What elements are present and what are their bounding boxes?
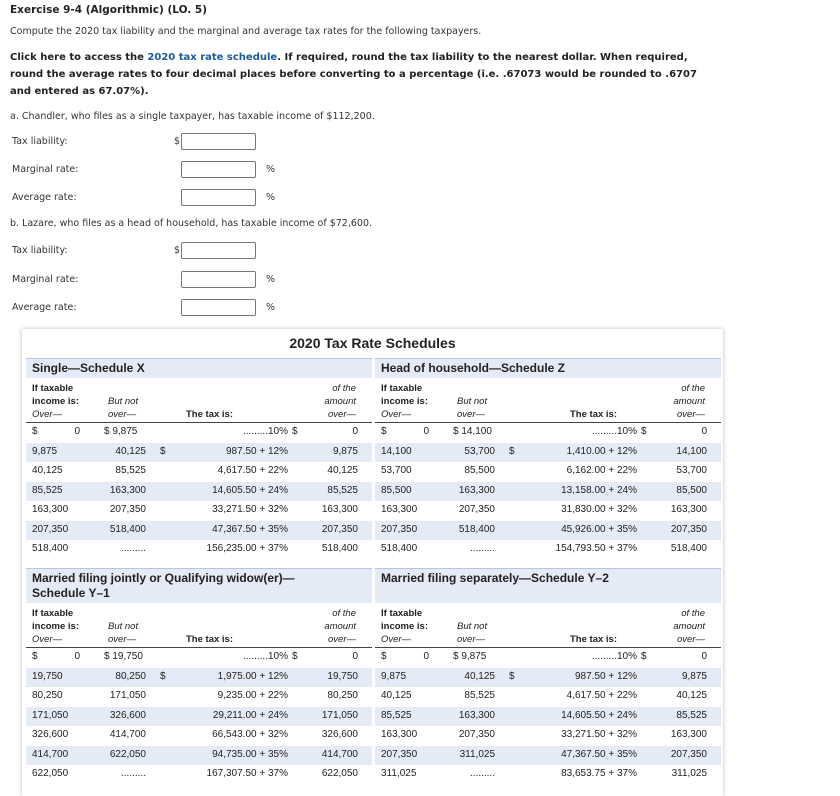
amount-cell: 0	[701, 651, 707, 662]
dollar-sign: $	[641, 651, 647, 662]
not-over-cell: 326,600	[109, 709, 146, 721]
table-row	[26, 648, 372, 668]
of-the-label: of the	[332, 383, 356, 394]
over-cell: 19,750	[32, 670, 63, 682]
amount-label: amount	[673, 621, 705, 632]
tax-dollar-cell: $	[160, 670, 166, 682]
table-row	[375, 540, 721, 560]
not-over-cell: $ 9,875	[104, 426, 138, 437]
amount-cell: 518,400	[321, 543, 358, 554]
of-the-label: of the	[681, 383, 705, 394]
b-tax-liability-label: Tax liability:	[12, 245, 68, 256]
a-marginal-rate-input[interactable]	[181, 161, 256, 178]
tax-dollar-cell: $	[160, 445, 166, 457]
column-headers	[26, 378, 372, 423]
if-taxable-label: If taxable	[32, 608, 74, 619]
amount-cell: 163,300	[670, 504, 707, 515]
amount-cell: 207,350	[670, 523, 707, 535]
tax-cell: 4,617.50 + 22%	[217, 465, 288, 476]
over-cell: 207,350	[32, 523, 69, 535]
not-over-cell: .........	[120, 768, 146, 779]
b-average-rate-input[interactable]	[181, 299, 256, 316]
not-over-cell: 207,350	[458, 729, 495, 740]
over-end-label: over—	[328, 634, 356, 645]
over-cell: 9,875	[381, 670, 407, 682]
tax-cell: 14,605.50 + 24%	[561, 709, 637, 721]
over-cell: 207,350	[381, 748, 418, 760]
of-the-label: of the	[332, 608, 356, 619]
table-row	[375, 765, 721, 785]
b-marginal-rate-input[interactable]	[181, 271, 256, 288]
tax-cell: 29,211.00 + 24%	[212, 709, 288, 721]
panel-married-jointly	[26, 568, 372, 785]
amount-cell: 53,700	[676, 465, 707, 476]
panel-head-of-household	[375, 358, 721, 560]
not-over-cell: 311,025	[459, 748, 495, 760]
amount-cell: 85,500	[676, 484, 707, 496]
amount-cell: 0	[352, 426, 358, 437]
not-over-cell: 40,125	[115, 445, 146, 457]
amount-cell: 40,125	[327, 465, 358, 476]
tax-cell: 66,543.00 + 32%	[212, 729, 288, 740]
tax-cell: 47,367.50 + 35%	[561, 748, 637, 760]
amount-cell: 311,025	[671, 768, 707, 779]
the-tax-is-label: The tax is:	[186, 409, 233, 420]
amount-cell: 207,350	[670, 748, 707, 760]
amount-cell: 171,050	[321, 709, 358, 721]
table-row	[26, 482, 372, 502]
income-is-label: income is:	[32, 396, 79, 407]
table-row	[26, 501, 372, 521]
not-over-cell: 53,700	[464, 445, 495, 457]
panel-single	[26, 358, 372, 560]
over-cell: 207,350	[381, 523, 418, 535]
column-headers	[375, 603, 721, 648]
but-not-label: But not	[457, 396, 488, 407]
over-lc-label: over—	[457, 409, 485, 420]
not-over-cell: 163,300	[458, 484, 495, 496]
over-end-label: over—	[677, 409, 705, 420]
over-cell: 518,400	[32, 543, 69, 554]
a-marginal-rate-label: Marginal rate:	[12, 164, 79, 175]
tax-cell: 1,410.00 + 12%	[566, 445, 637, 457]
amount-cell: 9,875	[332, 445, 358, 457]
table-row	[26, 726, 372, 746]
income-is-label: income is:	[32, 621, 79, 632]
not-over-cell: 80,250	[115, 670, 146, 682]
amount-cell: 85,525	[676, 709, 707, 721]
over-cell: 163,300	[381, 504, 418, 515]
over-cell: 326,600	[32, 729, 69, 740]
a-marginal-percent: %	[266, 164, 276, 175]
not-over-cell: 414,700	[109, 729, 146, 740]
income-is-label: income is:	[381, 621, 428, 632]
amount-label: amount	[324, 621, 356, 632]
the-tax-is-label: The tax is:	[570, 634, 617, 645]
tax-cell: 987.50 + 12%	[575, 670, 637, 682]
tax-cell: 6,162.00 + 22%	[566, 465, 637, 476]
table-row	[375, 648, 721, 668]
the-tax-is-label: The tax is:	[186, 634, 233, 645]
a-average-percent: %	[266, 192, 276, 203]
b-marginal-percent: %	[266, 274, 276, 285]
b-average-percent: %	[266, 302, 276, 313]
over-cell: 163,300	[32, 504, 69, 515]
over-lc-label: over—	[108, 634, 136, 645]
table-row	[26, 443, 372, 463]
not-over-cell: 171,050	[109, 690, 146, 701]
tax-dollar-cell: $	[509, 445, 515, 457]
not-over-cell: 85,500	[464, 465, 495, 476]
b-marginal-rate-label: Marginal rate:	[12, 274, 79, 285]
over-cell: 9,875	[32, 445, 58, 457]
tax-rate-schedule-link[interactable]: 2020 tax rate schedule	[147, 52, 278, 63]
not-over-cell: 163,300	[458, 709, 495, 721]
of-the-label: of the	[681, 608, 705, 619]
not-over-cell: 207,350	[109, 504, 146, 515]
over-cell: 622,050	[32, 768, 69, 779]
click-prefix: Click here to access the	[10, 52, 148, 63]
panel-title-band	[26, 568, 372, 603]
not-over-cell: $ 14,100	[453, 426, 492, 437]
not-over-cell: .........	[469, 543, 495, 554]
dollar-sign: $	[32, 426, 38, 437]
over-cell: 85,500	[381, 484, 412, 496]
amount-cell: 622,050	[321, 768, 358, 779]
amount-label: amount	[673, 396, 705, 407]
over-cell: 0	[74, 651, 80, 662]
tax-cell: 9,235.00 + 22%	[217, 690, 288, 701]
panel-title: Head of household—Schedule Z	[381, 361, 566, 375]
table-row	[375, 482, 721, 502]
instruction-text: Compute the 2020 tax liability and the marginal and average tax rates for the following taxpayers.	[10, 26, 482, 37]
not-over-cell: 85,525	[115, 465, 146, 476]
over-cell: 85,525	[32, 484, 63, 496]
not-over-cell: 163,300	[109, 484, 146, 496]
if-taxable-label: If taxable	[381, 383, 423, 394]
tax-cell: 47,367.50 + 35%	[212, 523, 288, 535]
tax-cell: 33,271.50 + 32%	[212, 504, 288, 515]
amount-cell: 19,750	[327, 670, 358, 682]
over-label: Over—	[381, 409, 412, 420]
tax-cell: 167,307.50 + 37%	[206, 768, 288, 779]
over-cell: 0	[423, 426, 429, 437]
not-over-cell: .........	[120, 543, 146, 554]
table-row	[375, 746, 721, 766]
tax-rate-schedules	[22, 329, 723, 796]
panel-title-spacer	[375, 588, 721, 603]
not-over-cell: $ 9,875	[453, 651, 487, 662]
b-tax-liability-input[interactable]	[181, 242, 256, 259]
panel-title-band	[375, 358, 721, 378]
b-average-rate-label: Average rate:	[12, 302, 77, 313]
over-cell: 80,250	[32, 690, 63, 701]
dollar-sign: $	[381, 651, 387, 662]
amount-cell: 163,300	[670, 729, 707, 740]
tax-cell: .........10%	[242, 426, 288, 437]
amount-cell: 9,875	[681, 670, 707, 682]
but-not-label: But not	[457, 621, 488, 632]
over-label: Over—	[381, 634, 412, 645]
rounding-instructions	[10, 49, 710, 100]
the-tax-is-label: The tax is:	[570, 409, 617, 420]
a-average-rate-label: Average rate:	[12, 192, 77, 203]
amount-cell: 0	[701, 426, 707, 437]
over-lc-label: over—	[108, 409, 136, 420]
not-over-cell: 207,350	[458, 504, 495, 515]
table-row	[375, 687, 721, 707]
over-cell: 85,525	[381, 709, 412, 721]
table-row	[375, 423, 721, 443]
panel-married-separately	[375, 568, 721, 785]
tax-cell: 156,235.00 + 37%	[206, 543, 288, 554]
table-row	[26, 707, 372, 727]
amount-cell: 207,350	[321, 523, 358, 535]
but-not-label: But not	[108, 396, 139, 407]
not-over-cell: .........	[469, 768, 495, 779]
over-label: Over—	[32, 634, 63, 645]
amount-label: amount	[324, 396, 356, 407]
panel-title: Single—Schedule X	[32, 361, 145, 375]
amount-cell: 518,400	[670, 543, 707, 554]
table-row	[26, 765, 372, 785]
a-average-rate-input[interactable]	[181, 189, 256, 206]
amount-cell: 326,600	[321, 729, 358, 740]
amount-cell: 0	[352, 651, 358, 662]
income-is-label: income is:	[381, 396, 428, 407]
tax-dollar-cell: $	[509, 670, 515, 682]
over-cell: 40,125	[381, 690, 412, 701]
over-cell: 40,125	[32, 465, 63, 476]
if-taxable-label: If taxable	[32, 383, 74, 394]
if-taxable-label: If taxable	[381, 608, 423, 619]
tax-cell: 1,975.00 + 12%	[217, 670, 288, 682]
tax-cell: 94,735.00 + 35%	[212, 748, 288, 760]
panel-title-line2: Schedule Y–1	[32, 586, 110, 600]
a-dollar-sign: $	[174, 136, 181, 147]
rounding-text: . If required, round the tax liability to the nearest dollar. When required, round the average rates to four decimal places before converting to a percentage (i.e. .67073 would be rounded to .6707 and entered as 67.07%).	[10, 52, 697, 97]
over-cell: 0	[423, 651, 429, 662]
not-over-cell: $ 19,750	[104, 651, 143, 662]
over-cell: 163,300	[381, 729, 418, 740]
table-row	[26, 668, 372, 688]
dollar-sign: $	[32, 651, 38, 662]
table-row	[375, 707, 721, 727]
table-row	[375, 443, 721, 463]
tax-cell: 987.50 + 12%	[226, 445, 288, 457]
tax-cell: 33,271.50 + 32%	[561, 729, 637, 740]
tax-cell: 45,926.00 + 35%	[561, 523, 637, 535]
table-row	[375, 521, 721, 541]
over-cell: 0	[74, 426, 80, 437]
b-dollar-sign: $	[174, 245, 181, 256]
over-cell: 311,025	[381, 768, 417, 779]
over-cell: 14,100	[381, 445, 412, 457]
tax-cell: 14,605.50 + 24%	[212, 484, 288, 496]
over-label: Over—	[32, 409, 63, 420]
over-lc-label: over—	[457, 634, 485, 645]
amount-cell: 163,300	[321, 504, 358, 515]
amount-cell: 414,700	[321, 748, 358, 760]
panel-title: Married filing separately—Schedule Y–2	[381, 571, 609, 585]
table-row	[26, 687, 372, 707]
dollar-sign: $	[381, 426, 387, 437]
tax-cell: 4,617.50 + 22%	[566, 690, 637, 701]
table-row	[375, 462, 721, 482]
over-end-label: over—	[677, 634, 705, 645]
not-over-cell: 518,400	[458, 523, 495, 535]
table-row	[26, 521, 372, 541]
over-cell: 53,700	[381, 465, 412, 476]
table-row	[26, 462, 372, 482]
dollar-sign: $	[292, 426, 298, 437]
over-cell: 518,400	[381, 543, 418, 554]
not-over-cell: 85,525	[464, 690, 495, 701]
not-over-cell: 622,050	[109, 748, 146, 760]
dollar-sign: $	[292, 651, 298, 662]
over-cell: 414,700	[32, 748, 69, 760]
tax-cell: .........10%	[591, 426, 637, 437]
over-cell: 171,050	[32, 709, 69, 721]
a-tax-liability-label: Tax liability:	[12, 136, 68, 147]
table-row	[375, 501, 721, 521]
tax-cell: 154,793.50 + 37%	[555, 543, 637, 554]
question-b: b. Lazare, who files as a head of household, has taxable income of $72,600.	[10, 218, 373, 229]
amount-cell: 14,100	[676, 445, 707, 457]
question-a: a. Chandler, who files as a single taxpayer, has taxable income of $112,200.	[10, 111, 375, 122]
tax-cell: .........10%	[591, 651, 637, 662]
table-row	[26, 423, 372, 443]
a-tax-liability-input[interactable]	[181, 133, 256, 150]
tax-cell: 83,653.75 + 37%	[561, 768, 637, 779]
not-over-cell: 40,125	[464, 670, 495, 682]
panel-title-line1: Married filing jointly or Qualifying widow(er)—	[32, 571, 295, 585]
but-not-label: But not	[108, 621, 139, 632]
amount-cell: 80,250	[327, 690, 358, 701]
panel-title-band	[26, 358, 372, 378]
table-row	[26, 540, 372, 560]
column-headers	[26, 603, 372, 648]
amount-cell: 85,525	[327, 484, 358, 496]
tax-cell: 13,158.00 + 24%	[561, 484, 637, 496]
column-headers	[375, 378, 721, 423]
schedules-title: 2020 Tax Rate Schedules	[289, 335, 456, 351]
not-over-cell: 518,400	[109, 523, 146, 535]
tax-cell: 31,830.00 + 32%	[561, 504, 637, 515]
table-row	[375, 726, 721, 746]
amount-cell: 40,125	[676, 690, 707, 701]
table-row	[375, 668, 721, 688]
over-end-label: over—	[328, 409, 356, 420]
panel-title-band	[375, 568, 721, 603]
dollar-sign: $	[641, 426, 647, 437]
table-row	[26, 746, 372, 766]
exercise-title: Exercise 9-4 (Algorithmic) (LO. 5)	[10, 4, 208, 16]
tax-cell: .........10%	[242, 651, 288, 662]
